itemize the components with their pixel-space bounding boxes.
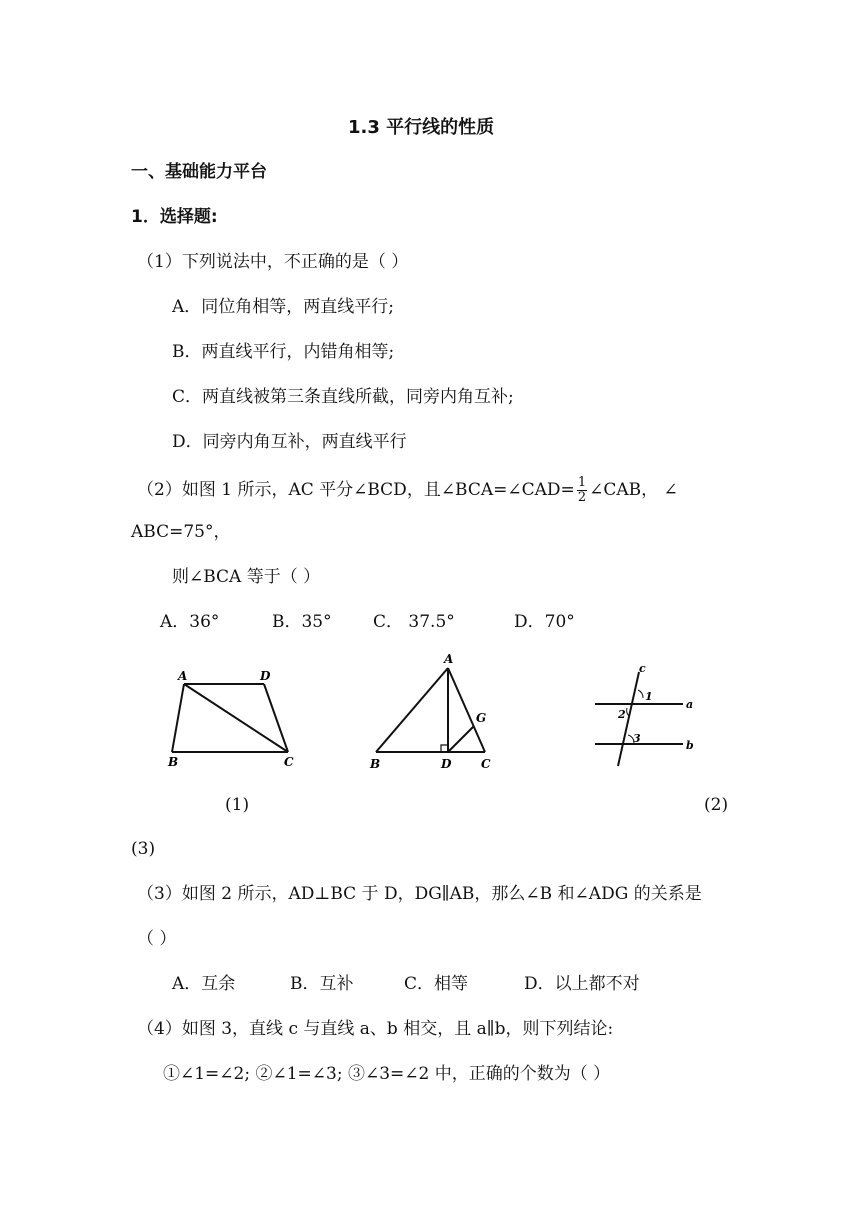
q2-stem-part-a: （2）如图 1 所示，AC 平分∠BCD，且∠BCA=∠CAD= bbox=[137, 480, 575, 500]
section-heading: 一、基础能力平台 bbox=[131, 162, 267, 182]
q2-options bbox=[160, 611, 575, 633]
fig2-label-b: B bbox=[370, 757, 381, 771]
fig2-label-c: C bbox=[481, 757, 491, 771]
figure-1-trapezoid bbox=[160, 660, 310, 770]
figure-3-caption: (3) bbox=[131, 839, 156, 859]
fig1-label-c: C bbox=[284, 755, 294, 769]
q1-stem: （1）下列说法中，不正确的是（ ） bbox=[137, 252, 409, 272]
q1-option-d: D．同旁内角互补，两直线平行 bbox=[172, 432, 407, 452]
q2-option-c: C． 37.5° bbox=[373, 612, 455, 632]
q3-option-a: A．互余 bbox=[172, 974, 236, 994]
figure-2-triangle bbox=[365, 650, 500, 775]
q3-option-d: D．以上都不对 bbox=[524, 974, 640, 994]
q1-option-a: A．同位角相等，两直线平行; bbox=[172, 297, 395, 317]
fig2-label-g: G bbox=[476, 711, 487, 725]
q3-blank: （ ） bbox=[137, 929, 177, 949]
figure-1-caption: (1) bbox=[225, 795, 250, 815]
fig1-label-b: B bbox=[168, 755, 179, 769]
q2-option-d: D．70° bbox=[514, 612, 575, 632]
q3-option-b: B．互补 bbox=[290, 974, 354, 994]
fig1-label-d: D bbox=[260, 669, 271, 683]
fig3-label-b: b bbox=[686, 739, 694, 752]
fraction-numerator: 1 bbox=[577, 475, 587, 490]
fraction bbox=[577, 476, 587, 505]
q4-stem: （4）如图 3，直线 c 与直线 a、b 相交，且 a∥b，则下列结论: bbox=[137, 1019, 614, 1039]
q3-option-c: C．相等 bbox=[404, 974, 469, 994]
fig2-label-a: A bbox=[444, 652, 454, 666]
q2-stem-part-b: ∠CAB， ∠ bbox=[589, 480, 678, 500]
fig3-label-2: 2 bbox=[618, 708, 626, 721]
q1-option-b: B．两直线平行，内错角相等; bbox=[172, 342, 395, 362]
fig3-label-c: c bbox=[639, 662, 646, 675]
fig3-label-3: 3 bbox=[633, 732, 641, 745]
q3-stem: （3）如图 2 所示，AD⊥BC 于 D，DG∥AB，那么∠B 和∠ADG 的关系是 bbox=[137, 884, 702, 904]
fig3-label-a: a bbox=[686, 698, 694, 711]
page-title: 1.3 平行线的性质 bbox=[348, 117, 495, 138]
figure-3-parallel-lines bbox=[585, 660, 705, 770]
q2-stem-continued: ABC=75°， bbox=[131, 522, 231, 542]
q3-options bbox=[172, 973, 640, 995]
q2-option-b: B．35° bbox=[272, 612, 332, 632]
figure-2-caption: (2) bbox=[704, 795, 729, 815]
q2-option-a: A．36° bbox=[160, 612, 220, 632]
q2-question: 则∠BCA 等于（ ） bbox=[172, 567, 321, 587]
fraction-denominator: 2 bbox=[577, 490, 587, 505]
q2-stem bbox=[137, 476, 678, 505]
q4-statements: ①∠1=∠2; ②∠1=∠3; ③∠3=∠2 中，正确的个数为（ ） bbox=[163, 1064, 611, 1084]
q1-option-c: C．两直线被第三条直线所截，同旁内角互补; bbox=[172, 387, 514, 407]
fig3-label-1: 1 bbox=[645, 690, 653, 703]
part-heading: 1．选择题: bbox=[131, 207, 218, 227]
fig2-label-d: D bbox=[441, 757, 452, 771]
fig1-label-a: A bbox=[178, 669, 188, 683]
